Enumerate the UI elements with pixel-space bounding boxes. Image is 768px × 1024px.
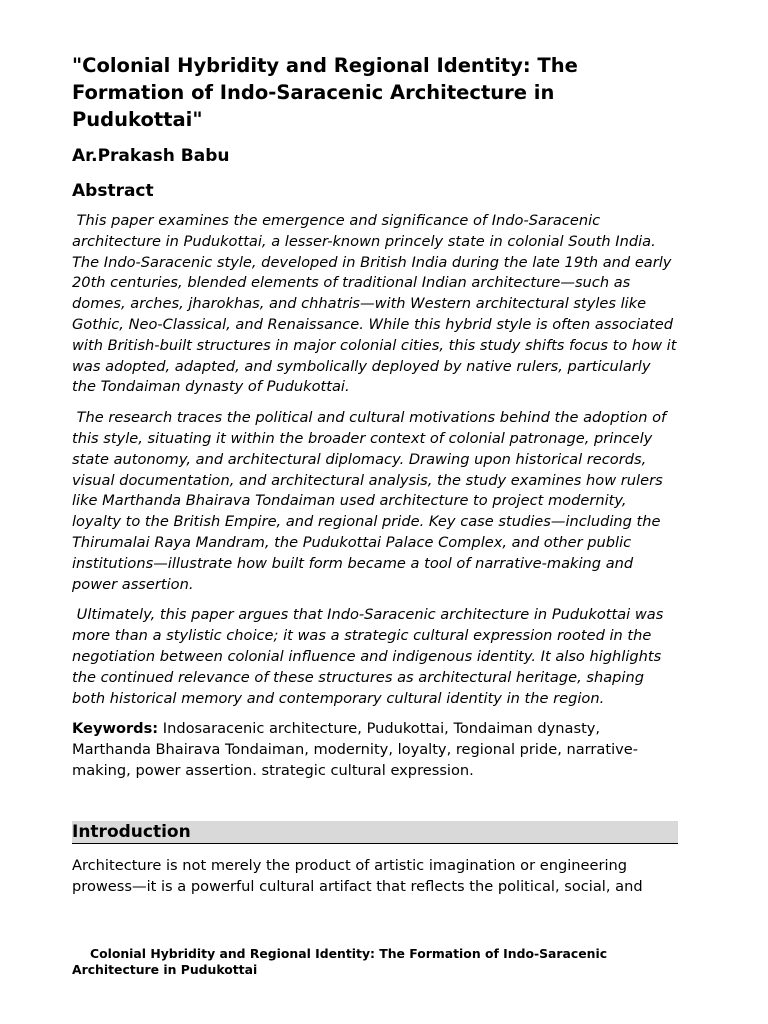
keywords-text: Indosaracenic architecture, Pudukottai, Tondaiman dynasty, Marthanda Bhairava Tondaiman, modernity, loyalty, regional pride, narrative-making, power assertion. strategic cultural expression. <box>72 720 639 779</box>
abstract-paragraph: The research traces the political and cultural motivations behind the adoption of this style, situating it within the broader context of colonial patronage, princely state autonomy, and architectural diplomacy. Drawing upon historical records, visual documentation, and architectural analysis, the study examines how rulers like Marthanda Bhairava Tondaiman used architecture to project modernity, loyalty to the British Empire, and regional pride. Key case studies—including the Thirumalai Raya Mandram, the Pudukottai Palace Complex, and other public institutions—illustrate how built form became a tool of narrative-making and power assertion. <box>72 409 671 593</box>
paper-page <box>72 52 682 897</box>
abstract-paragraph: This paper examines the emergence and significance of Indo-Saracenic architecture in Pudukottai, a lesser-known princely state in colonial South India. The Indo-Saracenic style, developed in British India during the late 19th and early 20th centuries, blended elements of traditional Indian architecture—such as domes, arches, jharokhas, and chhatris—with Western architectural styles like Gothic, Neo-Classical, and Renaissance. While this hybrid style is often associated with British-built structures in major colonial cities, this study shifts focus to how it was adopted, adapted, and symbolically deployed by native rulers, particularly the Tondaiman dynasty of Pudukottai. <box>72 212 682 396</box>
author-name: Ar.Prakash Babu <box>72 146 230 166</box>
keywords <box>72 719 678 781</box>
footer-line: Colonial Hybridity and Regional Identity: The Formation of Indo-Saracenic <box>90 946 608 961</box>
introduction-paragraph: Architecture is not merely the product of artistic imagination or engineering prowess—it is a powerful cultural artifact that reflects the political, social, and <box>72 856 643 895</box>
abstract-paragraph: Ultimately, this paper argues that Indo-Saracenic architecture in Pudukottai was more than a stylistic choice; it was a strategic cultural expression rooted in the negotiation between colonial influence and indigenous identity. It also highlights the continued relevance of these structures as architectural heritage, shaping both historical memory and contemporary cultural identity in the region. <box>72 606 668 707</box>
abstract-heading: Abstract <box>72 181 154 201</box>
keywords-label: Keywords: <box>72 720 159 738</box>
introduction-heading: Introduction <box>72 821 678 844</box>
footer-line: Architecture in Pudukottai <box>72 961 258 977</box>
running-footer <box>72 946 632 977</box>
paper-title: "Colonial Hybridity and Regional Identity: The Formation of Indo-Saracenic Architecture in Pudukottai" <box>72 54 578 131</box>
